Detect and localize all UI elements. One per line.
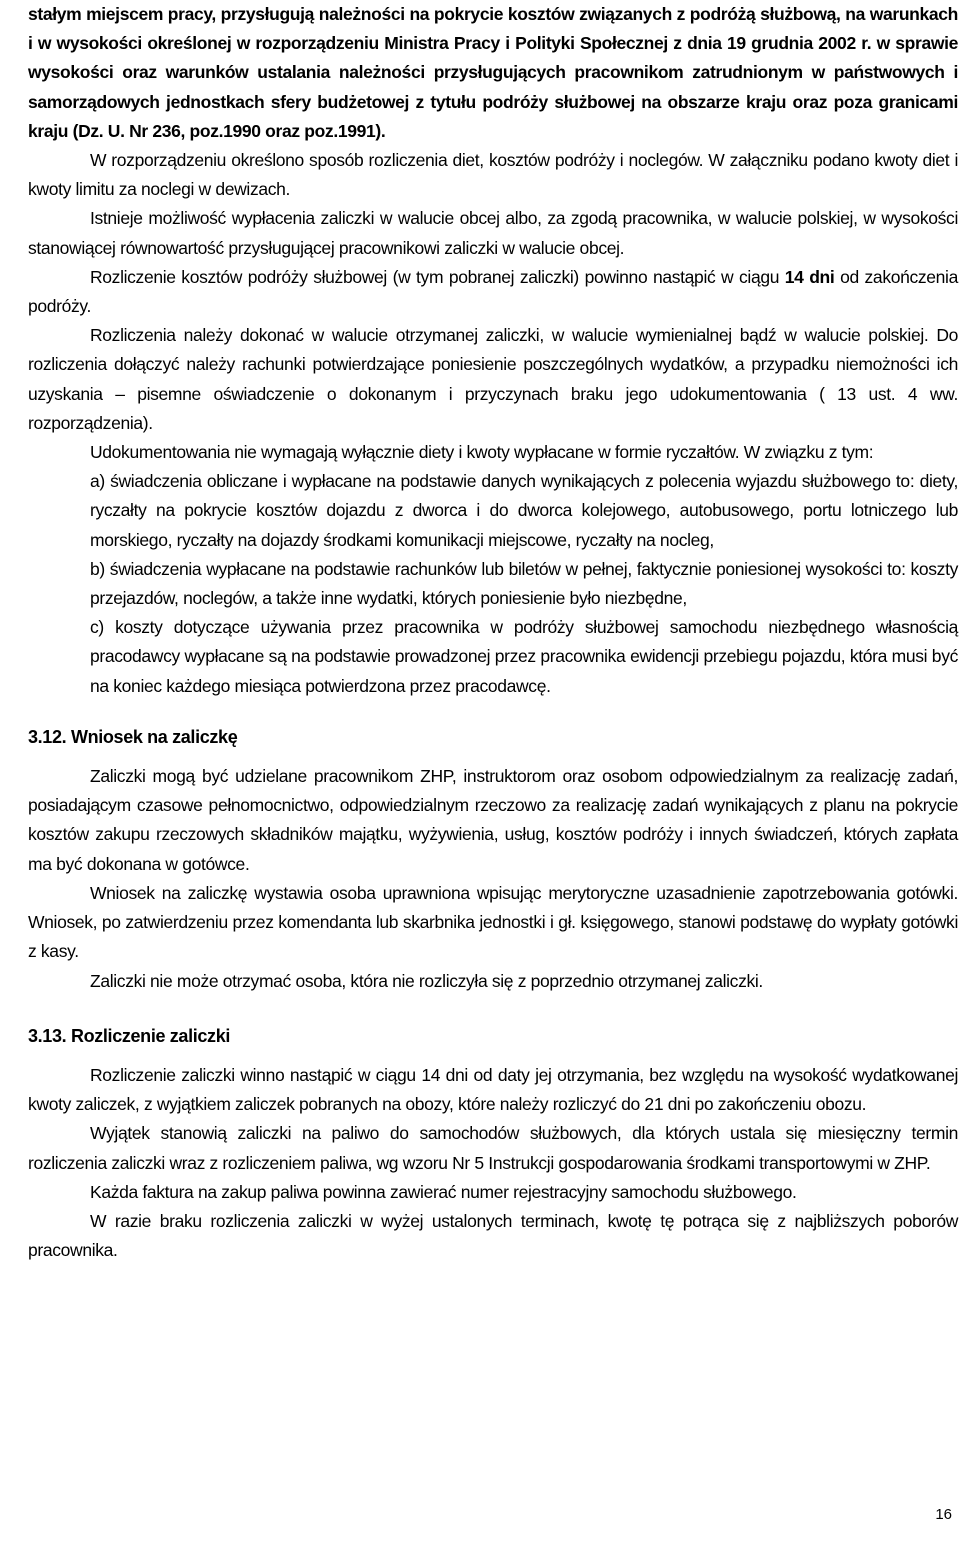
section-3-12-paragraph: Wniosek na zaliczkę wystawia osoba uprawniona wpisując merytoryczne uzasadnienie zapotrzebowania gotówki. Wniosek, po zatwierdzeniu przez komendanta lub skarbnika jednostki i gł. księgowego, stanowi podstawę do wypłaty gotówki z kasy.	[28, 882, 958, 962]
section-title: Wniosek na zaliczkę	[70, 726, 238, 747]
list-item: c) koszty dotyczące używania przez pracownika w podróży służbowej samochodu niezbędnego własnością pracodawcy wypłacane są na podstawie prowadzonej przez pracownika ewidencji przebiegu pojazdu, która musi być na koniec każdego miesiąca potwierdzona przez pracodawcę.	[90, 617, 958, 696]
intro-paragraph-4	[28, 263, 958, 321]
intro-paragraph-1: stałym miejscem pracy, przysługują należności na pokrycie kosztów związanych z podróżą służbową, na warunkach i w wysokości określonej w rozporządzeniu Ministra Pracy i Polityki Społecznej z dnia 19 grudnia 2002 r. w sprawie wysokości oraz warunków ustalania należności przysługujących pracownikom zatrudnionym w państwowych i samorządowych jednostkach sfery budżetowej z tytułu podróży służbowej na obszarze kraju oraz poza granicami kraju (Dz. U. Nr 236, poz.1990 oraz poz.1991).	[28, 4, 958, 141]
page-number: 16	[935, 1506, 952, 1523]
document-page	[28, 0, 958, 1265]
section-3-12-paragraph: Zaliczki mogą być udzielane pracownikom ZHP, instruktorom oraz osobom odpowiedzialnym za realizację zadań, posiadającym czasowe pełnomocnictwo, odpowiedzialnym rzeczowo za realizację zadań wynikających z planu na pokrycie kosztów zakupu rzeczowych składników majątku, wyżywienia, usług, kosztów podróży i innych świadczeń, których zapłata ma być dokonana w gotówce.	[28, 766, 958, 874]
expense-types-list	[28, 467, 958, 701]
list-item: a) świadczenia obliczane i wypłacane na podstawie danych wynikających z polecenia wyjazdu służbowego to: diety, ryczałty na pokrycie kosztów dojazdu z dworca i do dworca kolejowego, autobusowego, portu lotniczego lub morskiego, ryczałty na dojazdy środkami komunikacji miejscowe, ryczałty na nocleg,	[90, 471, 958, 550]
section-3-12-heading	[28, 723, 958, 752]
intro-paragraph-4-text-a: Rozliczenie kosztów podróży służbowej (w tym pobranej zaliczki) powinno nastąpić w ciągu	[90, 266, 785, 287]
section-3-13-heading	[28, 1022, 958, 1051]
intro-paragraph-6: Udokumentowania nie wymagają wyłącznie diety i kwoty wypłacane w formie ryczałtów. W związku z tym:	[90, 442, 874, 463]
intro-paragraph-3: Istnieje możliwość wypłacenia zaliczki w walucie obcej albo, za zgodą pracownika, w walucie polskiej, w wysokości stanowiącej równowartość przysługującej pracownikowi zaliczki w walucie obcej.	[28, 208, 958, 258]
section-3-13-paragraph: W razie braku rozliczenia zaliczki w wyżej ustalonych terminach, kwotę tę potrąca się z najbliższych poborów pracownika.	[28, 1210, 958, 1261]
intro-paragraph-2: W rozporządzeniu określono sposób rozliczenia diet, kosztów podróży i noclegów. W załączniku podano kwoty diet i kwoty limitu za noclegi w dewizach.	[28, 150, 958, 200]
fourteen-days-emphasis: 14 dni	[784, 266, 835, 287]
intro-paragraph-4-text-b: od zakończenia podróży.	[28, 266, 958, 317]
section-title: Rozliczenie zaliczki	[70, 1025, 231, 1046]
section-3-13-paragraph: Każda faktura na zakup paliwa powinna zawierać numer rejestracyjny samochodu służbowego.	[90, 1181, 797, 1202]
list-item: b) świadczenia wypłacane na podstawie rachunków lub biletów w pełnej, faktycznie poniesionej wysokości to: koszty przejazdów, noclegów, a także inne wydatki, których poniesienie było niezbędne,	[90, 558, 958, 609]
section-number: 3.12.	[28, 726, 67, 747]
section-3-13-paragraph: Wyjątek stanowią zaliczki na paliwo do samochodów służbowych, dla których ustala się miesięczny termin rozliczenia zaliczki wraz z rozliczeniem paliwa, wg wzoru Nr 5 Instrukcji gospodarowania środkami transportowymi w ZHP.	[28, 1123, 958, 1173]
section-3-13-paragraph: Rozliczenie zaliczki winno nastąpić w ciągu 14 dni od daty jej otrzymania, bez względu na wysokość wydatkowanej kwoty zaliczek, z wyjątkiem zaliczek pobranych na obozy, które należy rozliczyć do 21 dni po zakończeniu obozu.	[28, 1064, 958, 1115]
intro-paragraph-5: Rozliczenia należy dokonać w walucie otrzymanej zaliczki, w walucie wymienialnej bądź w walucie polskiej. Do rozliczenia dołączyć należy rachunki potwierdzające poniesienie poszczególnych wydatków, a przypadku niemożności ich uzyskania – pisemne oświadczenie o dokonanym i przyczynach braku jego udokumentowania ( 13 ust. 4 ww. rozporządzenia).	[28, 325, 958, 433]
section-3-12-paragraph: Zaliczki nie może otrzymać osoba, która nie rozliczyła się z poprzednio otrzymanej zaliczki.	[90, 970, 763, 991]
section-number: 3.13.	[28, 1025, 67, 1046]
